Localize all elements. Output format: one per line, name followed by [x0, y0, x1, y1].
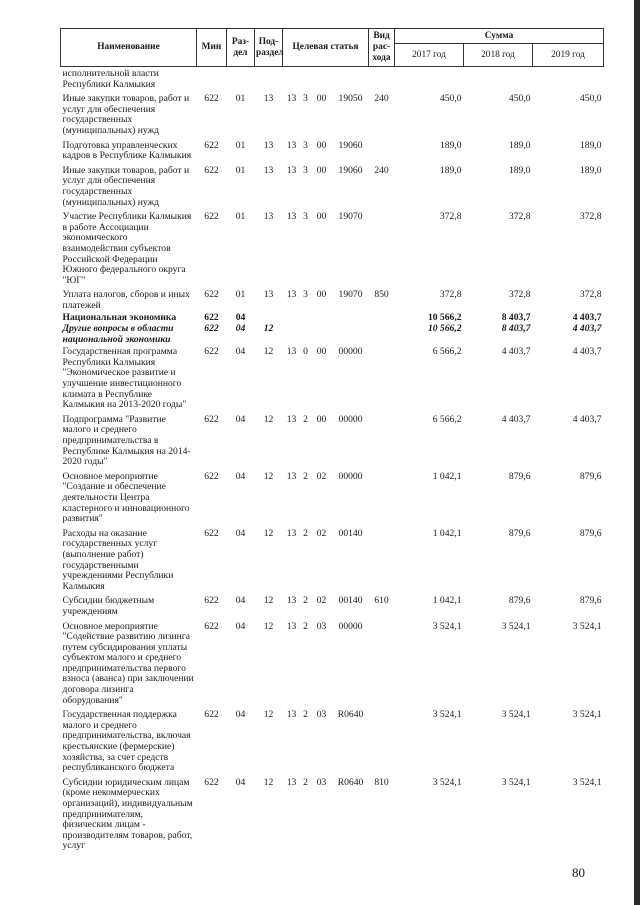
- cell-sum-2019: [533, 67, 604, 93]
- cell-ministry: 622: [204, 139, 219, 151]
- cell-target-program: 13: [286, 527, 297, 539]
- cell-target-program: 13: [286, 595, 297, 607]
- cell-target-direction: 00140: [338, 527, 363, 539]
- cell-sum-2018: 4 403,7: [501, 413, 531, 425]
- cell-target-subprogram: 2: [303, 470, 308, 482]
- cell-target-subprogram: [301, 324, 311, 345]
- cell-target-event: [311, 67, 333, 93]
- cell-sum-2019: 3 524,1: [572, 620, 602, 632]
- cell-ministry: 622: [204, 164, 219, 176]
- cell-sum-2017: 189,0: [439, 164, 462, 176]
- col-2018-header: 2018 год: [464, 44, 533, 67]
- cell-expense-type: [369, 324, 395, 345]
- cell-razdel: 04: [235, 620, 246, 632]
- cell-target-subprogram: 3: [303, 289, 308, 301]
- cell-sum-2018: 879,6: [508, 527, 531, 539]
- table-row: [61, 67, 604, 93]
- cell-expense-type: [369, 313, 395, 324]
- table-row: [61, 92, 604, 138]
- cell-name: Субсидии бюджетным учреждениям: [62, 595, 155, 617]
- cell-target-program: 13: [286, 164, 297, 176]
- cell-sum-2019: 3 524,1: [572, 709, 602, 721]
- cell-ministry: 622: [204, 620, 219, 632]
- cell-podrazdel: 13: [263, 139, 274, 151]
- cell-ministry: 622: [204, 323, 219, 335]
- cell-name: Иные закупки товаров, работ и услуг для обеспечения государственных (муниципальных) нужд: [62, 164, 190, 208]
- cell-name: Подготовка управленческих кадров в Республике Калмыкия: [62, 139, 192, 162]
- cell-name: Расходы на оказание государственных услуг (выполнение работ) государственными учреждениями Республики Калмыкия: [62, 527, 174, 592]
- cell-target-subprogram: 2: [303, 620, 308, 632]
- cell-target-direction: 00000: [338, 470, 363, 482]
- cell-target-subprogram: [301, 313, 311, 324]
- cell-target-event: 00: [316, 93, 327, 105]
- cell-sum-2017: 372,8: [439, 289, 462, 301]
- table-row: [61, 620, 604, 709]
- cell-expense-type: [369, 620, 395, 709]
- cell-podrazdel: 13: [263, 211, 274, 223]
- table-row: [61, 210, 604, 288]
- cell-ministry: 622: [204, 776, 219, 788]
- cell-sum-2018: 879,6: [508, 470, 531, 482]
- cell-expense-type: [369, 210, 395, 288]
- cell-sum-2018: 372,8: [508, 211, 531, 223]
- cell-target-event: 03: [316, 620, 327, 632]
- cell-ministry: 622: [204, 595, 219, 607]
- cell-target-program: 13: [286, 346, 297, 358]
- cell-ministry: 622: [204, 93, 219, 105]
- cell-sum-2017: 3 524,1: [432, 776, 462, 788]
- cell-sum-2018: 450,0: [508, 93, 531, 105]
- cell-razdel: 01: [235, 211, 246, 223]
- cell-target-direction: [333, 313, 369, 324]
- col-sum-header: Сумма: [395, 29, 604, 44]
- cell-target-subprogram: 3: [303, 211, 308, 223]
- cell-target-event: 00: [316, 164, 327, 176]
- table-row: [61, 470, 604, 527]
- cell-expense-type: [369, 67, 395, 93]
- cell-sum-2018: 4 403,7: [501, 346, 531, 358]
- cell-expense-type: [369, 527, 395, 595]
- cell-sum-2017: 372,8: [439, 211, 462, 223]
- cell-podrazdel: 12: [263, 413, 274, 425]
- cell-podrazdel: 13: [263, 164, 274, 176]
- table-row: [61, 527, 604, 595]
- cell-target-event: 00: [316, 346, 327, 358]
- cell-expense-type: [369, 139, 395, 164]
- cell-podrazdel: 13: [263, 289, 274, 301]
- cell-sum-2019: 372,8: [579, 289, 602, 301]
- cell-target-program: 13: [286, 413, 297, 425]
- table-row: [61, 345, 604, 413]
- cell-target-direction: 00000: [338, 620, 363, 632]
- cell-expense-type: [369, 413, 395, 470]
- table-header: [61, 29, 604, 67]
- cell-name: Субсидии юридическим лицам (кроме некоммерческих организаций), индивидуальным предпринимателям, физическим лицам - производителям товаров, работ, услуг: [62, 776, 193, 852]
- cell-target-event: [311, 324, 333, 345]
- cell-target-program: 13: [286, 93, 297, 105]
- cell-target-event: 03: [316, 709, 327, 721]
- cell-target-event: 02: [316, 470, 327, 482]
- cell-expense-type: 850: [374, 289, 389, 301]
- cell-podrazdel: 12: [263, 595, 274, 607]
- cell-target-direction: 00000: [338, 346, 363, 358]
- cell-sum-2017: 1 042,1: [432, 527, 462, 539]
- cell-target-event: 00: [316, 211, 327, 223]
- cell-target-program: 13: [286, 709, 297, 721]
- cell-sum-2018: [464, 67, 533, 93]
- cell-name: Основное мероприятие "Создание и обеспечение деятельности Центра кластерного и инновационного развития": [62, 470, 190, 525]
- cell-sum-2019: 879,6: [579, 595, 602, 607]
- cell-sum-2019: 189,0: [579, 164, 602, 176]
- cell-podrazdel: 12: [263, 776, 274, 788]
- cell-sum-2019: 4 403,7: [572, 346, 602, 358]
- cell-target-program: 13: [286, 470, 297, 482]
- cell-sum-2017: 189,0: [439, 139, 462, 151]
- cell-target-subprogram: 2: [303, 413, 308, 425]
- col-2017-header: 2017 год: [395, 44, 464, 67]
- cell-target-direction: R0640: [337, 709, 364, 721]
- cell-sum-2018: 3 524,1: [501, 709, 531, 721]
- cell-sum-2019: 189,0: [579, 139, 602, 151]
- cell-ministry: 622: [204, 289, 219, 301]
- table-row: [61, 288, 604, 313]
- cell-razdel: [227, 67, 255, 93]
- cell-podrazdel: 12: [263, 323, 274, 335]
- cell-target-subprogram: 3: [303, 164, 308, 176]
- cell-sum-2019: 450,0: [579, 93, 602, 105]
- cell-ministry: [197, 67, 227, 93]
- cell-target-program: 13: [286, 620, 297, 632]
- table-row: [61, 324, 604, 345]
- cell-target-direction: R0640: [337, 776, 364, 788]
- cell-podrazdel: 12: [263, 527, 274, 539]
- cell-target-program: 13: [286, 139, 297, 151]
- table-body: [61, 67, 604, 854]
- cell-ministry: 622: [204, 470, 219, 482]
- cell-razdel: 04: [235, 470, 246, 482]
- col-razdel-header: Раз- дел: [227, 29, 255, 67]
- cell-target-event: 02: [316, 527, 327, 539]
- cell-sum-2018: 8 403,7: [501, 312, 531, 324]
- cell-name: Другие вопросы в области национальной экономики: [62, 323, 174, 345]
- col-min-header: Мин: [197, 29, 227, 67]
- cell-sum-2019: 4 403,7: [572, 312, 602, 324]
- cell-target-event: 00: [316, 139, 327, 151]
- col-target-header: Целевая статья: [283, 29, 369, 67]
- scan-edge: [634, 0, 640, 905]
- cell-ministry: 622: [204, 709, 219, 721]
- cell-name: Государственная программа Республики Калмыкия "Экономическое развитие и улучшение инвестиционного климата в Республике Калмыкия на 2013-2020 годы": [62, 346, 187, 411]
- cell-target-direction: 19070: [338, 289, 363, 301]
- cell-podrazdel: [255, 67, 283, 93]
- cell-razdel: 01: [235, 93, 246, 105]
- cell-sum-2018: 8 403,7: [501, 323, 531, 335]
- table-row: [61, 776, 604, 854]
- cell-sum-2017: 1 042,1: [432, 595, 462, 607]
- cell-expense-type: 240: [374, 164, 389, 176]
- cell-razdel: 04: [235, 312, 246, 324]
- cell-sum-2018: 879,6: [508, 595, 531, 607]
- cell-expense-type: [369, 470, 395, 527]
- cell-sum-2018: 189,0: [508, 139, 531, 151]
- cell-sum-2017: 1 042,1: [432, 470, 462, 482]
- cell-sum-2019: 879,6: [579, 470, 602, 482]
- cell-expense-type: 810: [374, 776, 389, 788]
- cell-podrazdel: 12: [263, 470, 274, 482]
- cell-target-program: 13: [286, 211, 297, 223]
- cell-expense-type: 610: [374, 595, 389, 607]
- col-2019-header: 2019 год: [533, 44, 604, 67]
- cell-expense-type: [369, 345, 395, 413]
- cell-razdel: 01: [235, 289, 246, 301]
- cell-sum-2018: 372,8: [508, 289, 531, 301]
- cell-target-event: 00: [316, 289, 327, 301]
- cell-target-direction: [333, 67, 369, 93]
- cell-sum-2017: [395, 67, 464, 93]
- cell-podrazdel: 12: [263, 620, 274, 632]
- cell-sum-2017: 6 566,2: [432, 413, 462, 425]
- cell-target-subprogram: [301, 67, 311, 93]
- cell-name: Национальная экономика: [62, 312, 177, 324]
- cell-name: Уплата налогов, сборов и иных платежей: [62, 289, 190, 311]
- cell-sum-2017: 10 566,2: [427, 323, 462, 335]
- cell-ministry: 622: [204, 527, 219, 539]
- cell-sum-2017: 6 566,2: [432, 346, 462, 358]
- cell-sum-2017: 3 524,1: [432, 620, 462, 632]
- cell-target-program: [283, 67, 301, 93]
- cell-razdel: 04: [235, 323, 246, 335]
- table-row: [61, 139, 604, 164]
- cell-target-subprogram: 2: [303, 709, 308, 721]
- cell-target-subprogram: 2: [303, 776, 308, 788]
- cell-razdel: 01: [235, 164, 246, 176]
- cell-podrazdel: 12: [263, 709, 274, 721]
- cell-name: Основное мероприятие "Содействие развитию лизинга путем субсидирования уплаты субъектом малого и среднего предпринимательства первого взноса (аванса) при заключении договора лизинга оборудования": [62, 620, 194, 706]
- cell-target-direction: 19070: [338, 211, 363, 223]
- cell-sum-2019: 879,6: [579, 527, 602, 539]
- table-row: [61, 164, 604, 210]
- col-vid-header: Вид рас- хода: [369, 29, 395, 67]
- cell-sum-2018: 189,0: [508, 164, 531, 176]
- col-podrazdel-header: Под- раздел: [255, 29, 283, 67]
- cell-name: Подпрограмма "Развитие малого и среднего предпринимательства в Республике Калмыкия на 2014-2020 годы": [62, 413, 191, 468]
- cell-sum-2017: 3 524,1: [432, 709, 462, 721]
- cell-sum-2017: 10 566,2: [427, 312, 462, 324]
- cell-target-direction: 19050: [338, 93, 363, 105]
- cell-target-direction: [333, 324, 369, 345]
- cell-target-direction: 00140: [338, 595, 363, 607]
- cell-target-direction: 19060: [338, 139, 363, 151]
- cell-target-program: [283, 313, 301, 324]
- cell-ministry: 622: [204, 346, 219, 358]
- cell-podrazdel: 13: [263, 93, 274, 105]
- cell-target-subprogram: 3: [303, 139, 308, 151]
- cell-target-event: 02: [316, 595, 327, 607]
- page-number: 80: [572, 865, 585, 880]
- cell-target-event: [311, 313, 333, 324]
- cell-expense-type: [369, 708, 395, 776]
- table-row: [61, 594, 604, 619]
- cell-ministry: 622: [204, 413, 219, 425]
- cell-sum-2017: 450,0: [439, 93, 462, 105]
- cell-target-subprogram: 2: [303, 527, 308, 539]
- cell-target-event: 00: [316, 413, 327, 425]
- cell-ministry: 622: [204, 312, 219, 324]
- cell-ministry: 622: [204, 211, 219, 223]
- cell-name: исполнительной власти Республики Калмыкия: [62, 68, 159, 90]
- cell-target-subprogram: 2: [303, 595, 308, 607]
- cell-sum-2019: 4 403,7: [572, 413, 602, 425]
- cell-sum-2018: 3 524,1: [501, 620, 531, 632]
- cell-name: Государственная поддержка малого и среднего предпринимательства, включая крестьянские (фермерские) хозяйства, за счет средств республиканского бюджета: [62, 709, 191, 774]
- cell-target-subprogram: 0: [303, 346, 308, 358]
- budget-table: [60, 28, 604, 854]
- cell-sum-2018: 3 524,1: [501, 776, 531, 788]
- cell-target-program: 13: [286, 776, 297, 788]
- cell-expense-type: 240: [374, 93, 389, 105]
- cell-razdel: 04: [235, 413, 246, 425]
- table-row: [61, 413, 604, 470]
- cell-sum-2019: 4 403,7: [572, 323, 602, 335]
- col-name-header: Наименование: [61, 29, 197, 67]
- cell-razdel: 04: [235, 709, 246, 721]
- cell-target-direction: 19060: [338, 164, 363, 176]
- cell-target-program: 13: [286, 289, 297, 301]
- cell-target-program: [283, 324, 301, 345]
- table-row: [61, 708, 604, 776]
- cell-podrazdel: 12: [263, 346, 274, 358]
- cell-sum-2019: 3 524,1: [572, 776, 602, 788]
- cell-razdel: 04: [235, 346, 246, 358]
- cell-name: Иные закупки товаров, работ и услуг для обеспечения государственных (муниципальных) нужд: [62, 93, 190, 136]
- cell-razdel: 01: [235, 139, 246, 151]
- cell-target-direction: 00000: [338, 413, 363, 425]
- cell-razdel: 04: [235, 527, 246, 539]
- cell-target-subprogram: 3: [303, 93, 308, 105]
- cell-name: Участие Республики Калмыкия в работе Ассоциации экономического взаимодействия субъектов Российской Федерации Южного федерального округа "ЮГ": [62, 211, 192, 286]
- cell-razdel: 04: [235, 595, 246, 607]
- cell-target-event: 03: [316, 776, 327, 788]
- cell-sum-2019: 372,8: [579, 211, 602, 223]
- cell-razdel: 04: [235, 776, 246, 788]
